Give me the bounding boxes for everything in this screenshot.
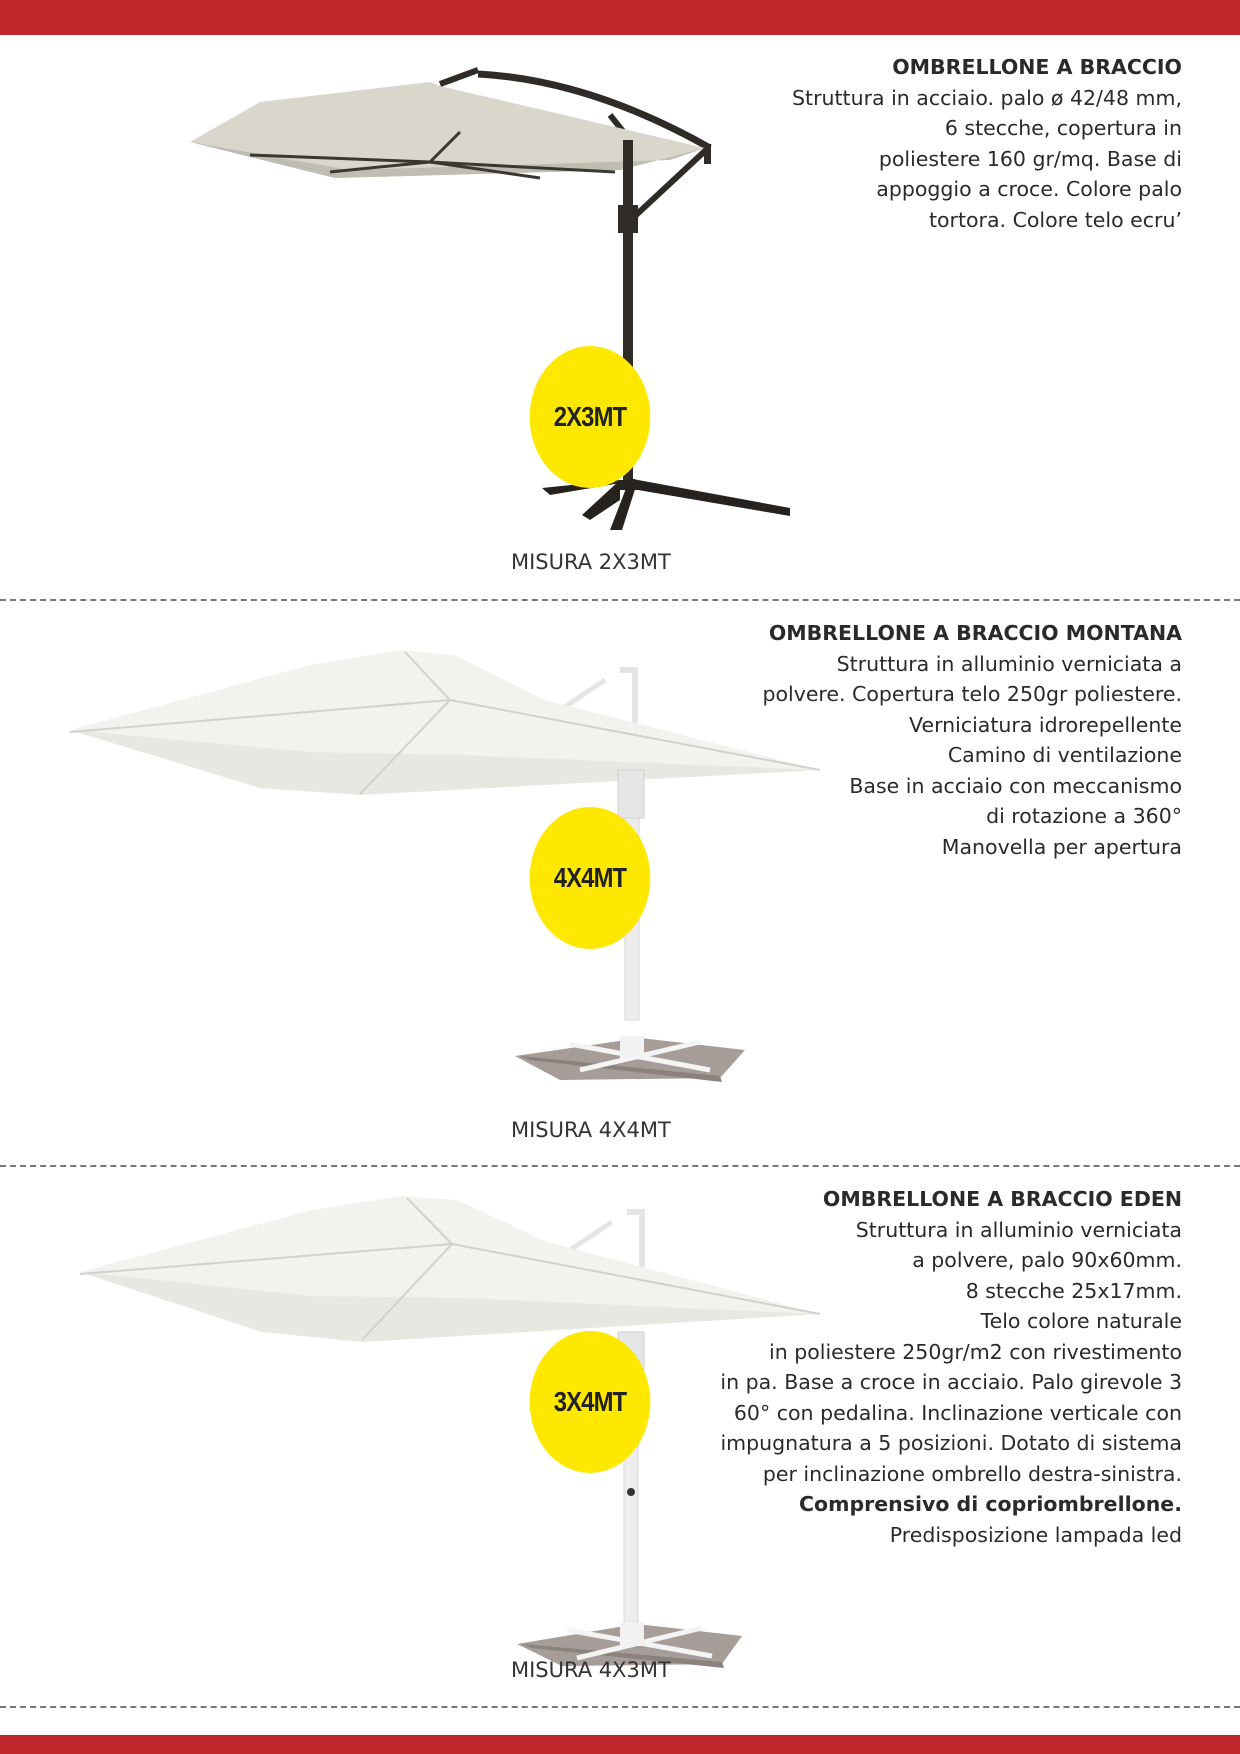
size-label: MISURA 4X3MT (511, 1658, 671, 1682)
description-line: poliestere 160 gr/mq. Base di (878, 146, 1182, 171)
product-section-3 (0, 1166, 1240, 1726)
description-line: 60° con pedalina. Inclinazione verticale con (733, 1400, 1182, 1425)
product-section-1 (0, 0, 1240, 600)
description-line: Predisposizione lampada led (889, 1522, 1182, 1547)
size-badge: 2X3MT (530, 346, 651, 488)
cantilever-umbrella-dark-icon (190, 60, 810, 530)
description-line: Struttura in acciaio. palo ø 42/48 mm, (792, 85, 1182, 110)
size-badge: 3X4MT (530, 1331, 651, 1473)
cantilever-umbrella-white-icon (60, 640, 760, 1100)
description-line: Struttura in alluminio verniciata a (836, 651, 1182, 676)
cantilever-umbrella-white-icon (72, 1192, 772, 1692)
size-label: MISURA 2X3MT (511, 550, 671, 574)
description-line: in poliestere 250gr/m2 con rivestimento (769, 1339, 1182, 1364)
description-line: di rotazione a 360° (986, 804, 1182, 828)
description-line: polvere. Copertura telo 250gr poliestere. (762, 682, 1182, 706)
description-line: in pa. Base a croce in acciaio. Palo girevole 3 (720, 1370, 1182, 1394)
description-line: Struttura in alluminio verniciata (855, 1217, 1182, 1242)
product-title: OMBRELLONE A BRACCIO EDEN (822, 1187, 1182, 1211)
product-description (762, 618, 1182, 862)
description-line: Verniciatura idrorepellente (909, 712, 1182, 737)
description-line: Base in acciaio con meccanismo (849, 773, 1182, 798)
size-label: MISURA 4X4MT (511, 1118, 671, 1142)
description-line: a polvere, palo 90x60mm. (912, 1248, 1182, 1272)
description-line: 6 stecche, copertura in (944, 116, 1182, 140)
description-line: impugnatura a 5 posizioni. Dotato di sistema (720, 1431, 1182, 1455)
product-description (792, 52, 1182, 235)
product-description (720, 1184, 1182, 1550)
description-line: appoggio a croce. Colore palo (876, 177, 1182, 201)
description-line: Camino di ventilazione (947, 743, 1182, 767)
size-badge: 4X4MT (530, 807, 651, 949)
bottom-band (0, 1735, 1240, 1754)
product-title: OMBRELLONE A BRACCIO MONTANA (768, 621, 1182, 645)
product-title: OMBRELLONE A BRACCIO (892, 55, 1182, 79)
product-section-2 (0, 600, 1240, 1165)
description-line: tortora. Colore telo ecru’ (928, 207, 1182, 232)
description-line: per inclinazione ombrello destra-sinistra. (762, 1461, 1182, 1486)
description-line: 8 stecche 25x17mm. (965, 1278, 1182, 1303)
description-line: Comprensivo di copriombrellone. (798, 1492, 1182, 1516)
description-line: Manovella per apertura (941, 834, 1182, 859)
description-line: Telo colore naturale (980, 1309, 1182, 1333)
section-divider (0, 1706, 1240, 1708)
